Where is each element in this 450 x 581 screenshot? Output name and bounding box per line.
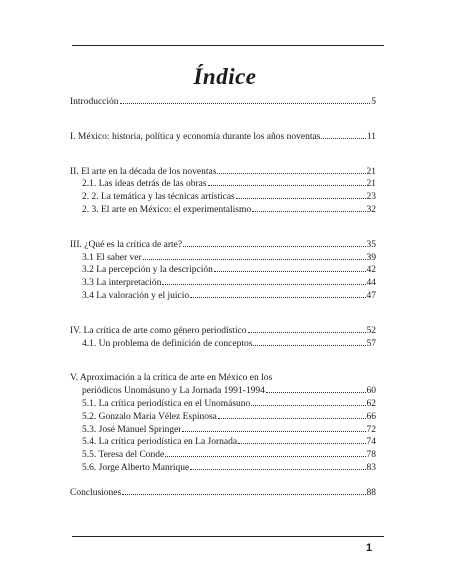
toc-entry-2-3[interactable] (70, 204, 376, 217)
toc-entry-5-5[interactable] (70, 449, 376, 462)
toc-entry-chapter-5-line1[interactable] (70, 372, 376, 385)
toc-entry-chapter-5[interactable] (70, 385, 376, 398)
toc-entry-2-1[interactable] (70, 178, 376, 191)
dot-leader (165, 456, 365, 457)
dot-leader (217, 173, 365, 174)
toc-entry-label: Conclusiones (70, 487, 122, 498)
page-title: Índice (193, 64, 257, 89)
toc-entry-label: 2.1. Las ideas detrás de las obras (82, 179, 207, 190)
toc-entry-chapter-3[interactable] (70, 239, 376, 252)
toc-entry-page: 35 (366, 239, 376, 250)
dot-leader (218, 418, 366, 419)
dot-leader (183, 246, 365, 247)
toc-entry-label: 2. 3. El arte en México: el experimentalismo (82, 204, 252, 215)
toc-entry-3-1[interactable] (70, 252, 376, 265)
toc-entry-page: 88 (366, 487, 376, 498)
toc-entry-page: 74 (366, 437, 376, 448)
toc-entry-label: Introducción (70, 97, 119, 107)
toc-entry-5-3[interactable] (70, 424, 376, 437)
page-number: 1 (366, 542, 373, 554)
dot-leader (251, 405, 365, 406)
toc-entry-3-3[interactable] (70, 277, 376, 290)
dot-leader (208, 185, 366, 186)
dot-leader (190, 297, 365, 298)
toc-entry-page: 60 (366, 386, 376, 397)
toc-entry-label: 3.2 La percepción y la descripción (82, 265, 213, 276)
dot-leader (238, 443, 365, 444)
toc-entry-page: 5 (371, 97, 376, 107)
toc-entry-4-1[interactable] (70, 338, 376, 351)
toc-entry-label: 5.4. La crítica periodística en La Jornada (82, 437, 238, 448)
toc-entry-3-4[interactable] (70, 290, 376, 303)
toc-entry-chapter-4[interactable] (70, 325, 376, 338)
toc-entry-label: periódicos Unomásuno y La Jornada 1991-1994 (82, 386, 265, 397)
toc-entry-page: 83 (366, 462, 376, 473)
toc-entry-label: 5.3. José Manuel Springer (82, 424, 182, 435)
toc-entry-page: 62 (366, 398, 376, 409)
toc-entry-5-1[interactable] (70, 398, 376, 411)
toc-entry-page: 78 (366, 450, 376, 461)
bottom-rule (72, 536, 384, 537)
toc-entry-label: 5.1. La crítica periodística en el Unomásuno (82, 398, 251, 409)
top-rule (72, 45, 384, 46)
toc-entry-page: 66 (366, 411, 376, 422)
toc-entry-page: 11 (366, 131, 376, 142)
toc-entry-label: 3.4 La valoración y el juicio (82, 290, 190, 301)
toc-entry-label: III. ¿Qué es la crítica de arte? (70, 239, 183, 250)
dot-leader (122, 494, 365, 495)
toc-entry-page: 39 (366, 252, 376, 263)
toc-entry-label: II. El arte en la década de los noventas (70, 166, 217, 177)
dot-leader (321, 138, 365, 139)
toc-entry-page: 21 (366, 179, 376, 190)
dot-leader (162, 284, 365, 285)
dot-leader (120, 103, 371, 104)
toc-entry-5-4[interactable] (70, 436, 376, 449)
dot-leader (248, 332, 366, 333)
toc-entry-label: I. México: historia, política y economía durante los años noventas (70, 131, 321, 142)
table-of-contents (70, 96, 376, 500)
dot-leader (143, 259, 366, 260)
toc-entry-label: 5.6. Jorge Alberto Manrique (82, 462, 190, 473)
toc-entry-page: 57 (366, 338, 376, 349)
toc-entry-page: 42 (366, 265, 376, 276)
toc-entry-page: 47 (366, 290, 376, 301)
toc-entry-chapter-2[interactable] (70, 166, 376, 179)
dot-leader (190, 469, 365, 470)
toc-entry-label: IV. La crítica de arte como género periodístico (70, 325, 247, 336)
toc-entry-page: 72 (366, 424, 376, 435)
toc-entry-3-2[interactable] (70, 264, 376, 277)
toc-entry-label: 5.5. Teresa del Conde (82, 450, 165, 461)
dot-leader (214, 271, 366, 272)
dot-leader (182, 431, 365, 432)
toc-entry-5-6[interactable] (70, 462, 376, 475)
toc-entry-chapter-1[interactable] (70, 131, 376, 144)
toc-entry-label: V. Aproximación a la crítica de arte en México en los (70, 373, 273, 384)
toc-entry-5-2[interactable] (70, 411, 376, 424)
dot-leader (236, 198, 366, 199)
toc-entry-page: 23 (366, 192, 376, 203)
toc-entry-label: 4.1. Un problema de definición de conceptos (82, 338, 253, 349)
toc-entry-label: 3.1 El saber ver (82, 252, 142, 263)
toc-entry-page: 52 (366, 325, 376, 336)
dot-leader (253, 345, 365, 346)
toc-entry-label: 3.3 La interpretación (82, 278, 162, 289)
toc-entry-label: 5.2. Gonzalo María Vélez Espinosa (82, 411, 217, 422)
toc-entry-page: 21 (366, 166, 376, 177)
dot-leader (252, 211, 365, 212)
dot-leader (266, 392, 366, 393)
toc-entry-label: 2. 2. La temática y las técnicas artísticas (82, 192, 235, 203)
toc-entry-conclusiones[interactable] (70, 487, 376, 500)
toc-entry-page: 44 (366, 278, 376, 289)
toc-entry-2-2[interactable] (70, 191, 376, 204)
toc-entry-page: 32 (366, 204, 376, 215)
toc-entry-introduccion[interactable] (70, 96, 376, 109)
